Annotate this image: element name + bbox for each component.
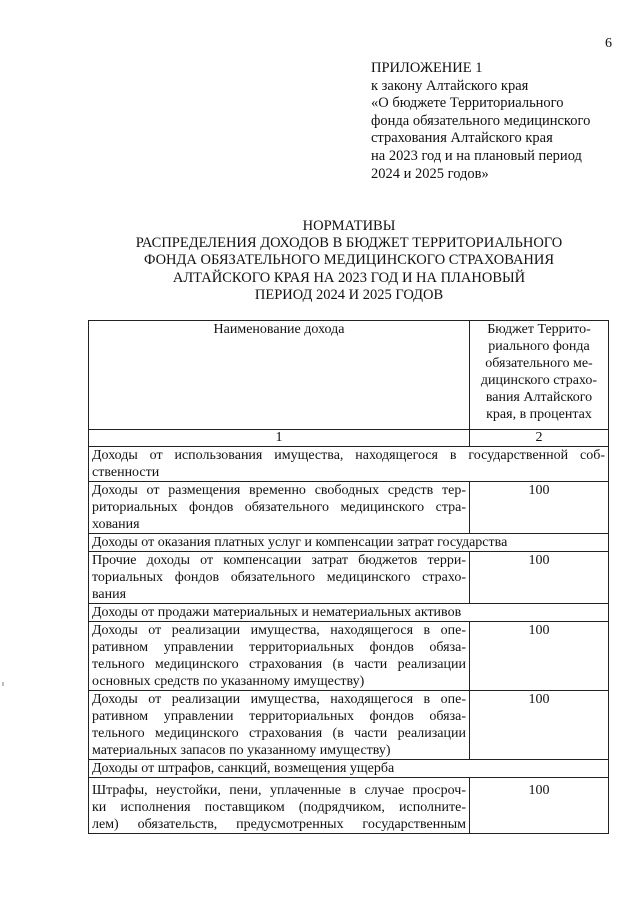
- section-title: [89, 447, 609, 482]
- income-name: [89, 778, 470, 834]
- header-budget: [470, 321, 609, 430]
- income-name: [89, 622, 470, 691]
- annex-line: к закону Алтайского края: [371, 77, 529, 94]
- title-line: НОРМАТИВЫ: [302, 218, 396, 234]
- title-line: РАСПРЕДЕЛЕНИЯ ДОХОДОВ В БЮДЖЕТ ТЕРРИТОРИАЛЬНОГО: [135, 235, 563, 252]
- header-budget-line: обязательного ме-: [485, 356, 593, 371]
- income-name-line: тельного медицинского страхования (в части реализации: [92, 726, 466, 741]
- section-row: [89, 534, 609, 552]
- income-name-line: Доходы от реализации имущества, находящегося в опе-: [92, 623, 466, 638]
- income-name-line: хования: [92, 517, 140, 532]
- header-budget-line: дицинского страхо-: [480, 373, 598, 388]
- section-title-line: Доходы от использования имущества, находящегося в государственной соб-: [92, 448, 605, 463]
- table-row: [89, 691, 609, 760]
- section-title-line: Доходы от штрафов, санкций, возмещения ущерба: [92, 761, 395, 776]
- income-name-line: Доходы от размещения временно свободных средств тер-: [92, 483, 466, 498]
- norm-value: 100: [470, 482, 609, 534]
- section-title-line: Доходы от оказания платных услуг и компенсации затрат государства: [92, 535, 508, 550]
- income-name-line: вания: [92, 587, 127, 602]
- column-number: 1: [89, 430, 470, 447]
- annex-line: ПРИЛОЖЕНИЕ 1: [371, 60, 483, 76]
- norm-value: 100: [470, 622, 609, 691]
- column-number-row: [89, 430, 609, 447]
- section-title: [89, 534, 609, 552]
- scan-mark: [2, 682, 4, 686]
- table-header-row: [89, 321, 609, 430]
- section-row: [89, 604, 609, 622]
- title-line: АЛТАЙСКОГО КРАЯ НА 2023 ГОД И НА ПЛАНОВЫЙ: [172, 269, 526, 286]
- income-name-line: тельного медицинского страхования (в части реализации: [92, 657, 466, 672]
- income-name-line: ративном управлении территориальных фондов обяза-: [92, 709, 466, 724]
- table-row: [89, 482, 609, 534]
- income-name-line: Штрафы, неустойки, пени, уплаченные в случае просроч-: [92, 783, 466, 798]
- section-title: [89, 760, 609, 778]
- section-title: [89, 604, 609, 622]
- section-row: [89, 760, 609, 778]
- title-line: ФОНДА ОБЯЗАТЕЛЬНОГО МЕДИЦИНСКОГО СТРАХОВАНИЯ: [143, 252, 555, 269]
- header-budget-line: Бюджет Террито-: [487, 322, 591, 337]
- income-name: [89, 691, 470, 760]
- column-number: 2: [470, 430, 609, 447]
- norms-table: [88, 320, 609, 834]
- table-row: [89, 778, 609, 834]
- norm-value: 100: [470, 552, 609, 604]
- table-row: [89, 552, 609, 604]
- norm-value: 100: [470, 691, 609, 760]
- income-name-line: риториальных фондов обязательного медицинского стра-: [92, 500, 466, 515]
- section-title-line: Доходы от продажи материальных и нематериальных активов: [92, 605, 462, 620]
- income-name-line: ративном управлении территориальных фондов обяза-: [92, 640, 466, 655]
- income-name-line: Доходы от реализации имущества, находящегося в опе-: [92, 692, 466, 707]
- annex-line: «О бюджете Территориального: [371, 95, 564, 112]
- income-name: [89, 552, 470, 604]
- annex-block: [371, 60, 621, 183]
- annex-line: страхования Алтайского края: [371, 130, 553, 147]
- section-title-line: ственности: [92, 465, 160, 480]
- document-title: [88, 218, 610, 304]
- annex-line: 2024 и 2025 годов»: [371, 165, 489, 182]
- header-budget-line: вания Алтайского: [485, 390, 593, 405]
- income-name-line: материальных запасов по указанному имуществу): [92, 743, 391, 758]
- annex-line: на 2023 год и на плановый период: [371, 147, 582, 164]
- income-name-line: ки исполнения поставщиком (подрядчиком, исполните-: [92, 800, 466, 815]
- table-row: [89, 622, 609, 691]
- page-number: 6: [605, 36, 612, 51]
- income-name: [89, 482, 470, 534]
- section-row: [89, 447, 609, 482]
- income-name-line: основных средств по указанному имуществу): [92, 674, 365, 689]
- income-name-line: Прочие доходы от компенсации затрат бюджетов терри-: [92, 553, 466, 568]
- income-name-line: лем) обязательств, предусмотренных государственным: [92, 817, 466, 832]
- header-budget-line: риального фонда: [488, 339, 590, 354]
- header-budget-line: края, в процентах: [486, 407, 592, 422]
- norm-value: 100: [470, 778, 609, 834]
- title-line: ПЕРИОД 2024 И 2025 ГОДОВ: [254, 286, 444, 303]
- header-income-name: Наименование дохода: [89, 321, 470, 430]
- income-name-line: ториальных фондов обязательного медицинского страхо-: [92, 570, 466, 585]
- annex-line: фонда обязательного медицинского: [371, 112, 591, 129]
